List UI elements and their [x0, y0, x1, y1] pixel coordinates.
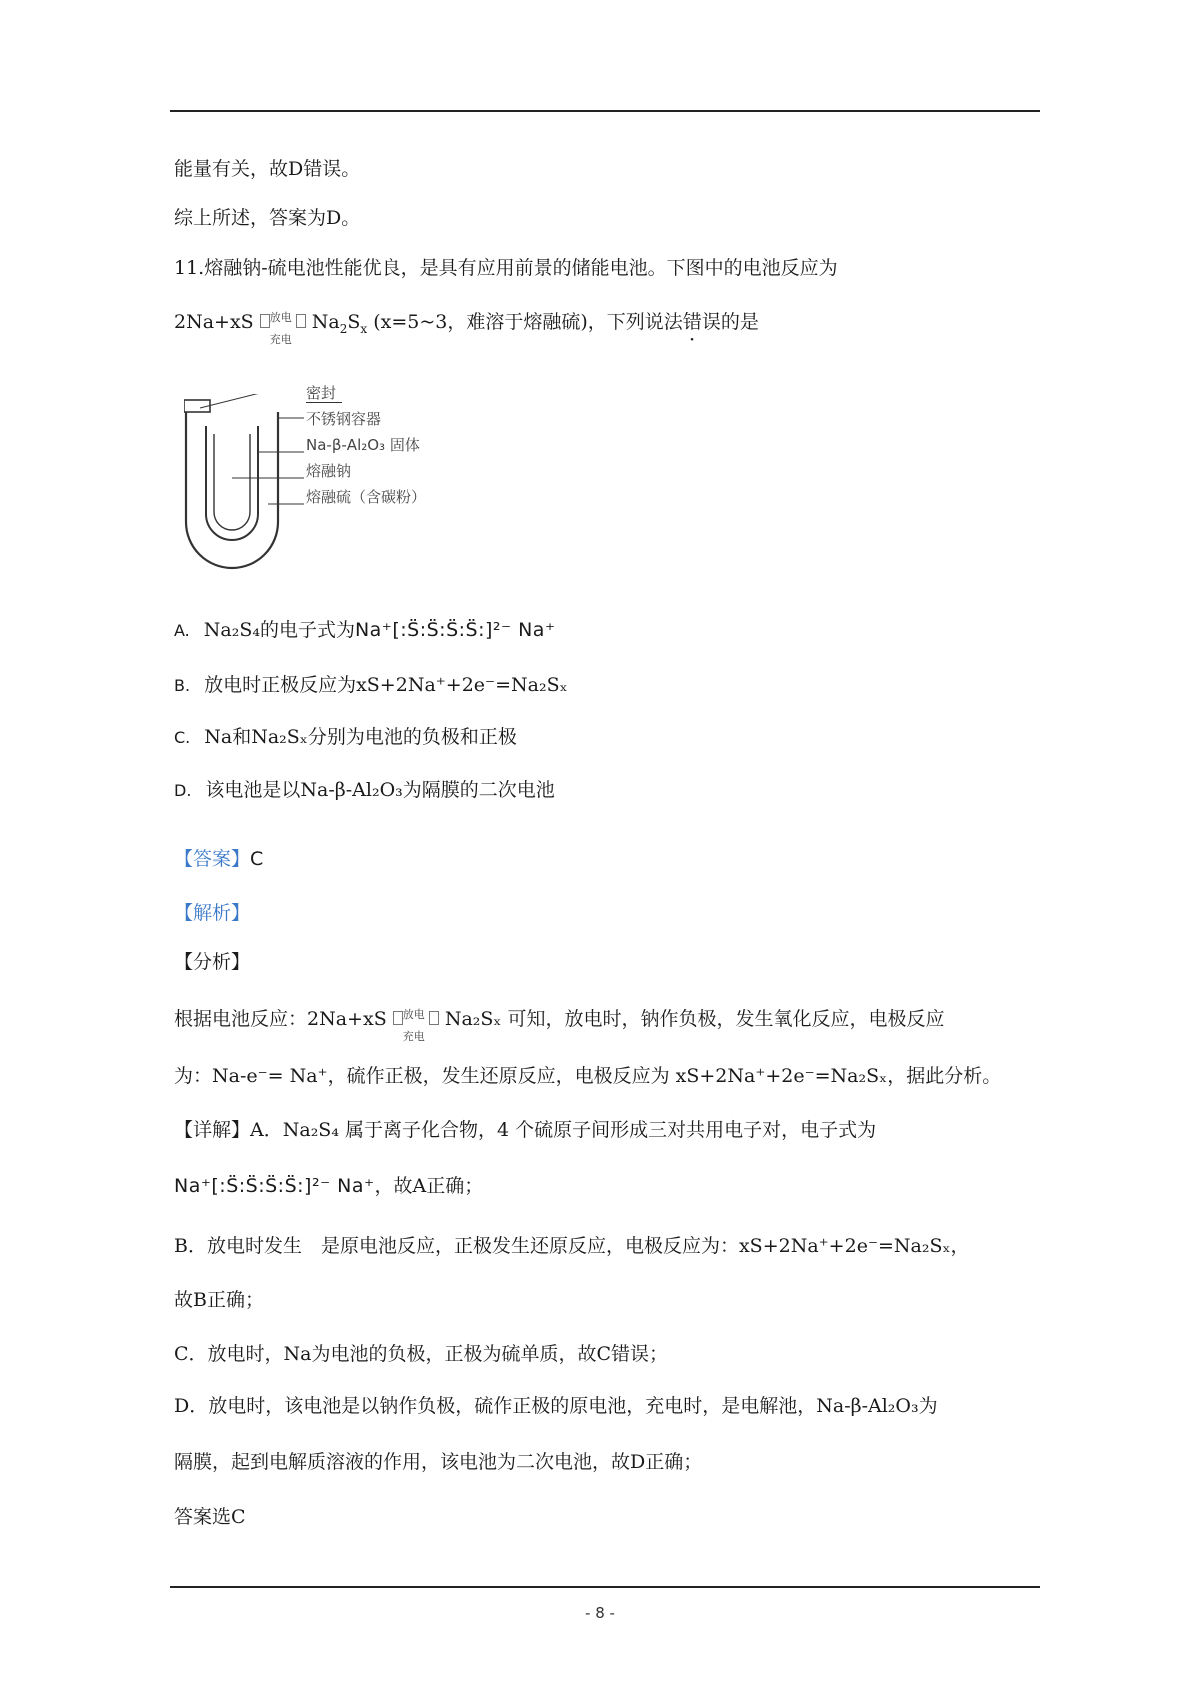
page-number: - 8 -: [585, 1604, 615, 1622]
answer-label: 【答案】: [174, 848, 251, 870]
fenxi-label: 【分析】: [174, 951, 251, 973]
answer-line: [174, 845, 263, 873]
label-s: [306, 484, 426, 510]
condition: (x=5~3，难溶于熔融硫)，下列说法: [367, 311, 683, 333]
arrow-top-label: 放电: [402, 1008, 425, 1021]
sub: x: [360, 321, 368, 336]
footer-rule: [170, 1586, 1040, 1588]
option-text: 放电时正极反应为: [204, 674, 357, 696]
label-text: 不锈钢容器: [306, 410, 382, 428]
label-text: 熔融钠: [306, 462, 352, 480]
option-a[interactable]: [174, 616, 555, 645]
emph-dots: [683, 311, 721, 333]
text: ，故A正确；: [374, 1175, 484, 1197]
reversible-arrow: [260, 308, 306, 346]
option-c[interactable]: [174, 723, 517, 752]
detail-line-d1: D．放电时，该电池是以钠作负极，硫作正极的原电池，充电时，是电解池，Na-β-Al₂O₃为: [174, 1395, 938, 1417]
option-letter: A.: [174, 621, 190, 640]
detail-line-d2: 隔膜，起到电解质溶液的作用，该电池为二次电池，故D正确；: [174, 1451, 703, 1473]
stem-tail: 的是: [720, 311, 759, 333]
detail-line-c1: C．放电时，Na为电池的负极，正极为硫单质，故C错误；: [174, 1343, 669, 1365]
option-text: 该电池是以Na-β-Al₂O₃为隔膜的二次电池: [205, 779, 555, 801]
reaction-equation: [174, 308, 759, 346]
eq-left: 2Na+xS: [307, 1008, 387, 1030]
electron-formula: Na⁺[:S̈:S̈:S̈:S̈:]²⁻ Na⁺: [174, 1175, 375, 1197]
sodium-region: [214, 434, 250, 530]
option-d[interactable]: [174, 776, 555, 805]
sub: 2: [339, 321, 348, 336]
final-answer: 答案选C: [174, 1506, 246, 1528]
label-container: [306, 406, 426, 432]
detail-line-a2: [174, 1172, 483, 1200]
header-rule: [170, 110, 1040, 112]
eq-left: 2Na+xS: [174, 311, 254, 333]
option-text: Na和Na₂Sₓ分别为电池的负极和正极: [204, 726, 517, 748]
arrow-bottom-label: 充电: [269, 333, 292, 346]
text: 可知，放电时，钠作负极，发生氧化反应，电极反应: [507, 1008, 945, 1030]
label-text: Na-β-Al₂O₃ 固体: [306, 436, 420, 454]
option-letter: D.: [174, 781, 192, 800]
detail-line-a1: [174, 1116, 876, 1144]
detail-line-b2: 故B正确；: [174, 1289, 264, 1311]
option-b[interactable]: [174, 671, 568, 700]
analysis-label: 【解析】: [174, 902, 251, 924]
option-formula: xS+2Na⁺+2e⁻=Na₂Sₓ: [356, 674, 568, 696]
eq-s: S: [347, 311, 361, 333]
label-na: [306, 458, 426, 484]
label-text: 密封: [306, 384, 342, 403]
text-line: 综上所述，答案为D。: [174, 207, 361, 229]
electron-formula: Na⁺[:S̈:S̈:S̈:S̈:]²⁻ Na⁺: [354, 619, 556, 641]
reversible-arrow: [393, 1005, 439, 1043]
leader-line: [200, 394, 280, 408]
text-line: 能量有关，故D错误。: [174, 158, 361, 180]
detail-label: 【详解】: [174, 1119, 251, 1141]
analysis-line-1: [174, 1005, 945, 1043]
eq-right: Na₂Sₓ: [444, 1008, 502, 1030]
eq-right: Na: [311, 311, 340, 333]
detail-line-b1: B．放电时发生 是原电池反应，正极发生还原反应，电极反应为：xS+2Na⁺+2e⁻=Na₂Sₓ，: [174, 1235, 970, 1257]
option-letter: C.: [174, 728, 191, 747]
label-tube: [306, 432, 426, 458]
answer-value: C: [250, 848, 264, 870]
text: A．Na₂S₄ 属于离子化合物，4 个硫原子间形成三对共用电子对，电子式为: [250, 1119, 877, 1141]
text: 根据电池反应：: [174, 1008, 308, 1030]
label-text: 熔融硫（含碳粉）: [306, 488, 427, 506]
arrow-bottom-label: 充电: [402, 1030, 425, 1043]
question-stem: 11.熔融钠-硫电池性能优良，是具有应用前景的储能电池。下图中的电池反应为: [174, 257, 838, 279]
option-text: Na₂S₄的电子式为: [203, 619, 355, 641]
analysis-line-2: 为：Na-e⁻= Na⁺，硫作正极，发生还原反应，电极反应为 xS+2Na⁺+2e⁻=Na₂Sₓ，据此分析。: [174, 1065, 1002, 1087]
label-seal: [306, 380, 426, 406]
option-letter: B.: [174, 676, 191, 695]
arrow-top-label: 放电: [269, 311, 292, 324]
steel-container: [186, 412, 278, 568]
diagram-labels: [306, 380, 426, 510]
emph-text: 错误: [682, 311, 721, 333]
